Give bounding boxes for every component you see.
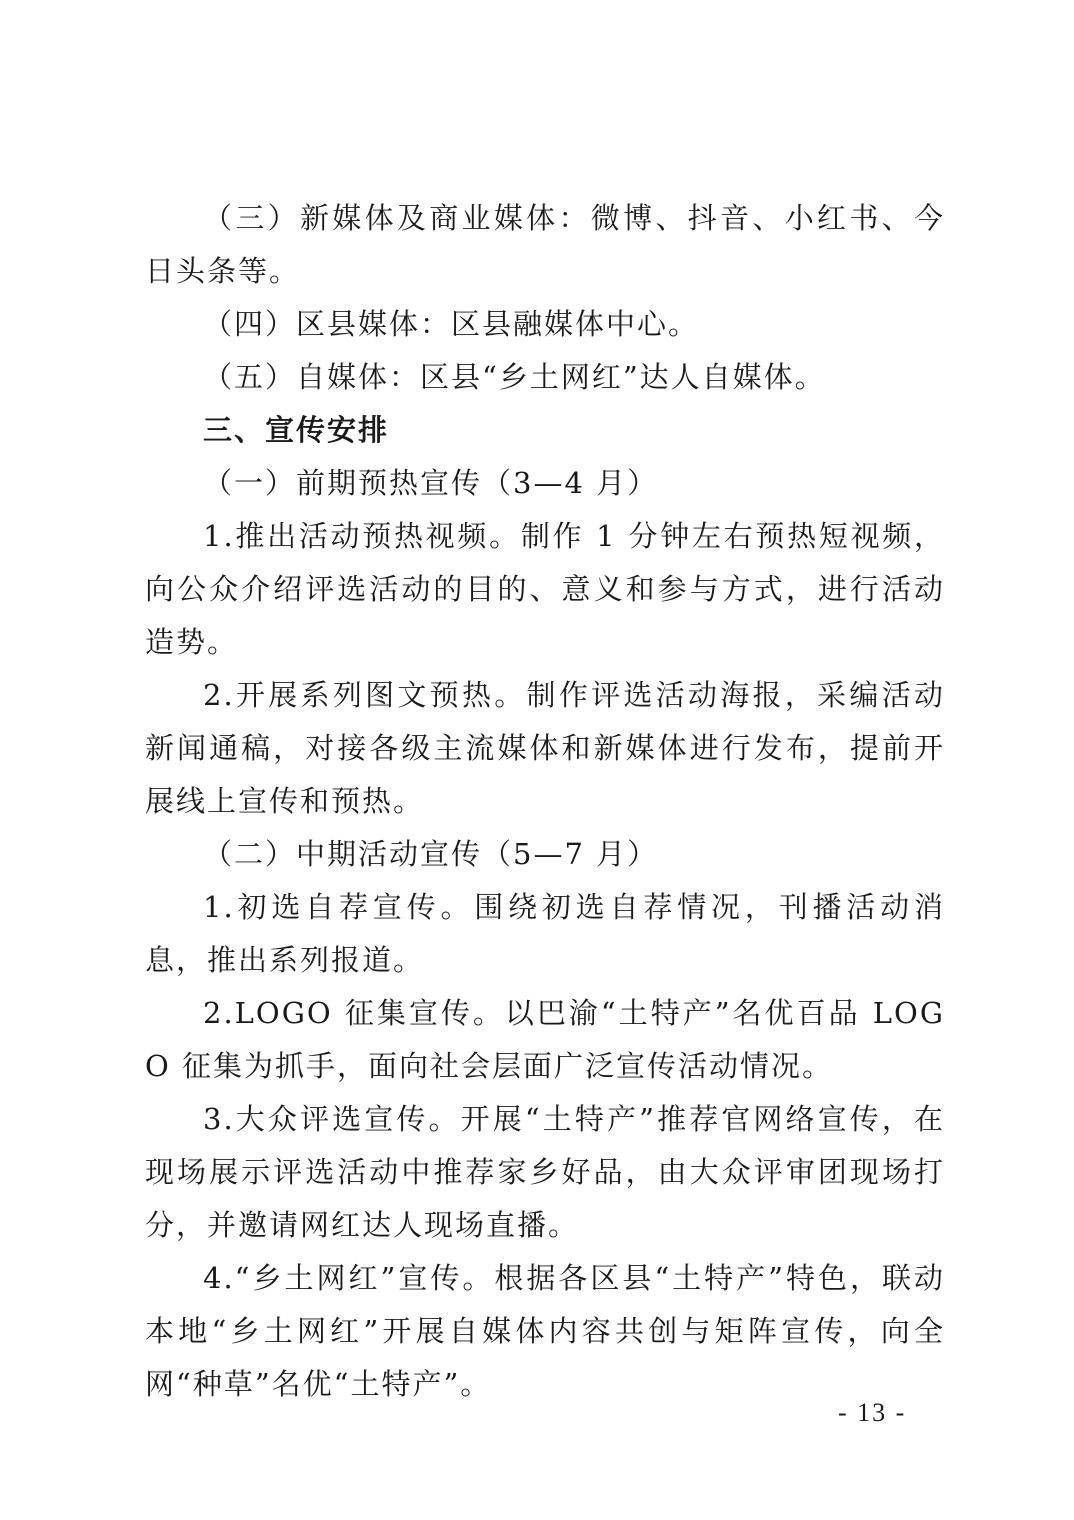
paragraph-media-new: （三）新媒体及商业媒体：微博、抖音、小红书、今日头条等。: [145, 201, 945, 288]
body-text: [145, 192, 945, 1411]
paragraph-mid-3: 3.大众评选宣传。开展“土特产”推荐官网络宣传，在现场展示评选活动中推荐家乡好品，由大众评审团现场打分，并邀请网红达人现场直播。: [145, 1102, 945, 1242]
paragraph-media-district: （四）区县媒体：区县融媒体中心。: [203, 307, 700, 341]
paragraph-early-2: 2.开展系列图文预热。制作评选活动海报，采编活动新闻通稿，对接各级主流媒体和新媒体进行发布，提前开展线上宣传和预热。: [145, 678, 945, 818]
subsection-heading-early: （一）前期预热宣传（3—4 月）: [203, 466, 659, 500]
page-number: - 13 -: [838, 1398, 907, 1427]
paragraph-media-self: （五）自媒体：区县“乡土网红”达人自媒体。: [203, 360, 826, 394]
paragraph-mid-4: 4.“乡土网红”宣传。根据各区县“土特产”特色，联动本地“乡土网红”开展自媒体内容共创与矩阵宣传，向全网“种草”名优“土特产”。: [145, 1261, 945, 1401]
paragraph-early-1: 1.推出活动预热视频。制作 1 分钟左右预热短视频，向公众介绍评选活动的目的、意义和参与方式，进行活动造势。: [145, 519, 945, 659]
subsection-heading-mid: （二）中期活动宣传（5—7 月）: [203, 837, 659, 871]
paragraph-mid-1: 1.初选自荐宣传。围绕初选自荐情况，刊播活动消息，推出系列报道。: [145, 890, 945, 977]
section-heading: 三、宣传安排: [203, 413, 390, 447]
paragraph-mid-2: 2.LOGO 征集宣传。以巴渝“土特产”名优百品 LOGO 征集为抓手，面向社会层面广泛宣传活动情况。: [145, 996, 945, 1083]
